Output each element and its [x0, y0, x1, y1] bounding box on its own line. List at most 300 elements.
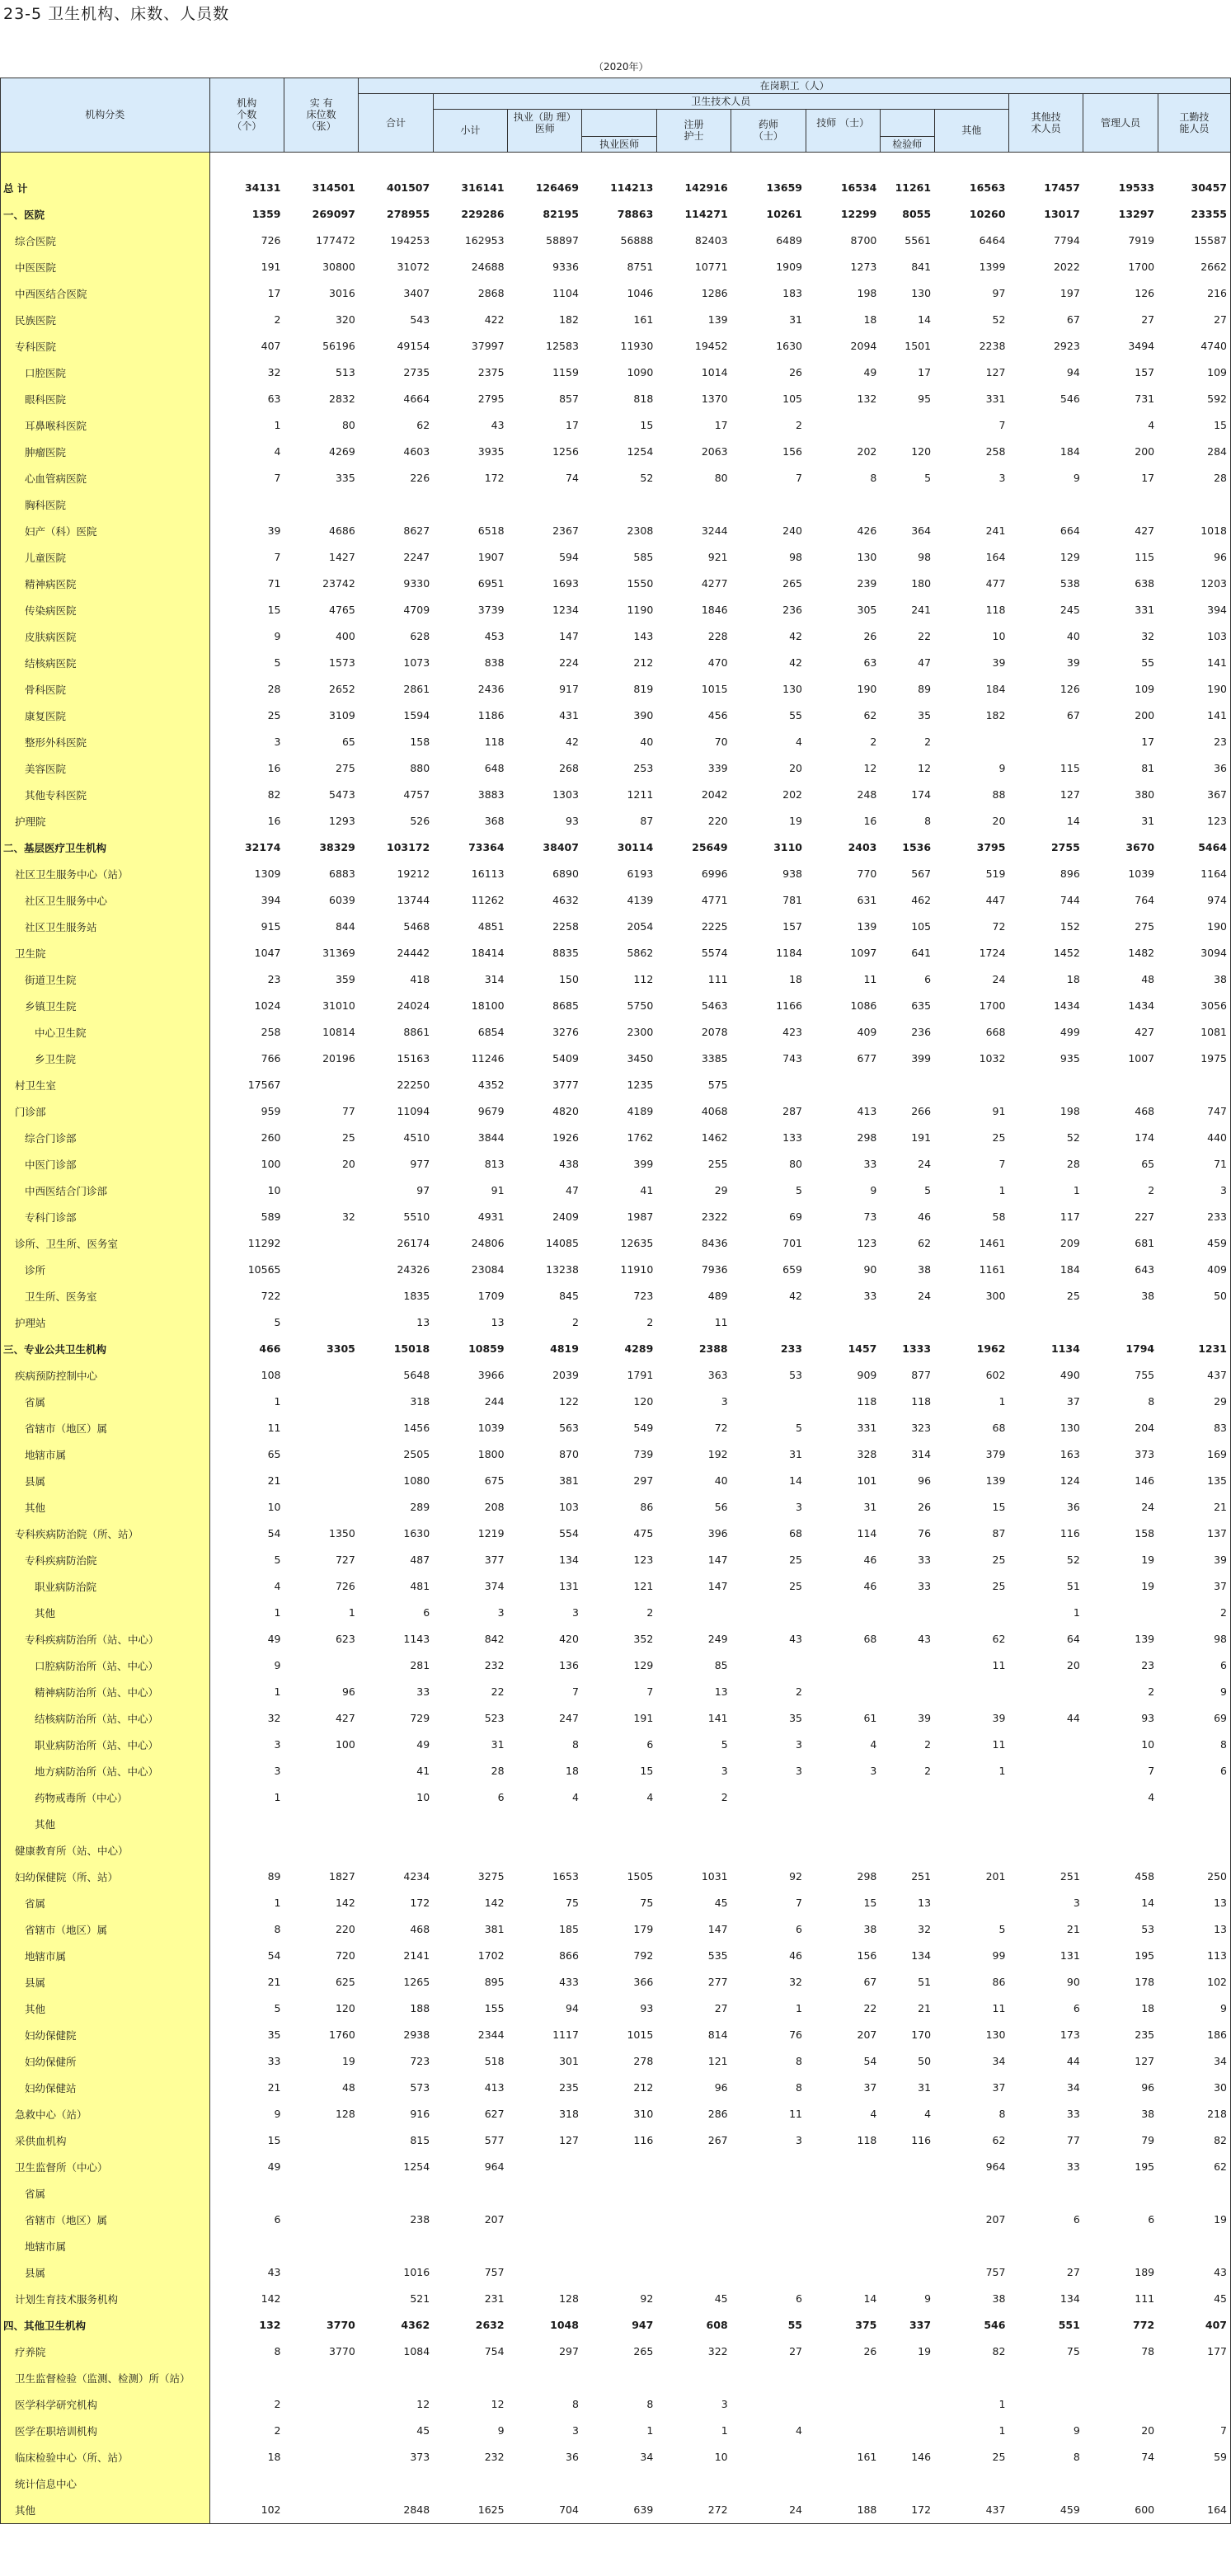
row-label: 专科门诊部 — [1, 1204, 210, 1230]
row-value: 1501 — [904, 340, 932, 352]
table-row — [1, 2075, 1231, 2101]
row-value — [880, 2207, 934, 2233]
row-value: 841 — [911, 261, 932, 273]
table-row — [1, 228, 1231, 254]
row-value: 13238 — [546, 1263, 579, 1276]
row-value: 4269 — [329, 445, 355, 458]
row-value: 1 — [1073, 1184, 1080, 1196]
row-value: 32 — [918, 1923, 932, 1935]
row-value: 16 — [267, 762, 281, 774]
row-value — [359, 2180, 433, 2207]
row-value: 2141 — [403, 1949, 430, 1962]
row-value: 12 — [416, 2398, 430, 2410]
row-value: 232 — [484, 2451, 505, 2463]
row-value: 5409 — [552, 1052, 579, 1065]
row-value — [731, 2365, 806, 2391]
row-value: 18 — [267, 2451, 281, 2463]
row-value: 394 — [261, 894, 281, 906]
row-value: 600 — [1083, 2497, 1158, 2524]
row-value — [1008, 1811, 1083, 1837]
row-value — [806, 1309, 880, 1336]
row-value: 49 — [416, 1738, 430, 1751]
row-value: 18 — [1141, 2002, 1155, 2014]
row-value: 477 — [985, 577, 1006, 590]
row-value: 244 — [484, 1395, 505, 1408]
row-value: 198 — [857, 287, 877, 299]
table-row — [1, 2127, 1231, 2154]
row-value: 2039 — [552, 1369, 579, 1381]
row-value: 255 — [707, 1158, 728, 1170]
row-value: 2308 — [627, 524, 654, 537]
row-value: 25 — [992, 1131, 1006, 1144]
row-value: 278 — [633, 2055, 654, 2067]
row-value: 475 — [633, 1527, 654, 1539]
row-value: 431 — [559, 709, 579, 722]
row-value: 45 — [714, 2292, 728, 2305]
row-value — [806, 2470, 880, 2497]
row-label: 传染病医院 — [1, 597, 210, 623]
row-value: 121 — [633, 1580, 654, 1592]
row-value — [934, 2470, 1008, 2497]
table-row — [1, 2365, 1231, 2391]
row-value: 1117 — [552, 2028, 579, 2041]
row-value — [880, 2391, 934, 2418]
row-value: 5 — [721, 1738, 728, 1751]
row-value: 481 — [410, 1580, 430, 1592]
table-row — [1, 544, 1231, 571]
row-value: 722 — [261, 1290, 281, 1302]
row-value: 20196 — [322, 1052, 355, 1065]
row-value: 39 — [992, 656, 1006, 669]
row-value: 4 — [646, 1791, 654, 1803]
row-value: 31 — [491, 1738, 505, 1751]
table-row — [1, 1494, 1231, 1521]
header-managers: 管理人员 — [1083, 94, 1158, 153]
row-value: 28 — [491, 1765, 505, 1777]
row-value: 19 — [918, 2345, 932, 2357]
row-value: 909 — [857, 1369, 877, 1381]
row-value: 111 — [707, 973, 728, 985]
row-value: 1456 — [403, 1422, 430, 1434]
row-value: 772 — [1133, 2319, 1155, 2331]
row-value: 4851 — [477, 920, 505, 933]
row-value: 34 — [992, 2055, 1006, 2067]
row-value: 56196 — [322, 340, 355, 352]
header-other-tech: 其他 — [934, 110, 1008, 153]
row-value: 17567 — [247, 1079, 281, 1091]
row-value — [508, 2233, 582, 2259]
row-label: 统计信息中心 — [1, 2470, 210, 2497]
row-value: 33 — [863, 1158, 877, 1170]
row-value — [806, 1072, 880, 1098]
row-value — [359, 2365, 433, 2391]
row-value: 34131 — [244, 181, 281, 194]
row-value — [582, 2207, 656, 2233]
row-value: 184 — [985, 683, 1006, 695]
row-value: 1 — [274, 1395, 281, 1408]
row-value: 6 — [1158, 1652, 1230, 1679]
row-value: 17 — [267, 287, 281, 299]
row-value: 58 — [992, 1210, 1006, 1223]
row-value: 182 — [559, 313, 579, 326]
row-value: 35 — [267, 2028, 281, 2041]
row-value: 47 — [566, 1184, 579, 1196]
row-value — [284, 2286, 358, 2312]
row-label: 地方病防治所（站、中心） — [1, 1758, 210, 1784]
row-value: 6 — [1148, 2213, 1155, 2226]
row-label: 妇幼保健院（所、站） — [1, 1864, 210, 1890]
table-row — [1, 2444, 1231, 2470]
row-value: 69 — [789, 1210, 802, 1223]
row-value: 4765 — [329, 604, 355, 616]
row-value: 38 — [918, 1263, 932, 1276]
row-value: 1962 — [976, 1342, 1006, 1355]
row-value — [1083, 1309, 1158, 1336]
row-value: 380 — [1135, 788, 1155, 801]
row-value: 286 — [707, 2108, 728, 2120]
row-value: 100 — [335, 1738, 355, 1751]
row-value: 15 — [267, 2134, 281, 2146]
table-row — [1, 966, 1231, 993]
row-value: 513 — [335, 366, 355, 378]
row-value: 185 — [559, 1923, 579, 1935]
row-value: 2923 — [1053, 340, 1080, 352]
row-value: 916 — [410, 2108, 430, 2120]
row-value: 97 — [416, 1184, 430, 1196]
row-value: 235 — [1135, 2028, 1155, 2041]
row-value: 747 — [1158, 1098, 1230, 1125]
row-value: 65 — [341, 736, 355, 748]
row-value: 7 — [1148, 1765, 1155, 1777]
row-value: 6854 — [477, 1026, 505, 1038]
row-value: 147 — [707, 1554, 728, 1566]
row-value — [1008, 2180, 1083, 2207]
row-value: 30114 — [617, 841, 654, 853]
row-value: 172 — [880, 2497, 934, 2524]
row-value: 152 — [1060, 920, 1080, 933]
row-value: 82 — [1158, 2127, 1230, 2154]
row-value: 16534 — [840, 181, 877, 194]
row-value: 37 — [1158, 1573, 1230, 1600]
row-value — [284, 2418, 358, 2444]
row-value: 188 — [806, 2497, 880, 2524]
row-value — [1008, 729, 1083, 755]
row-value: 400 — [335, 630, 355, 642]
row-value: 179 — [633, 1923, 654, 1935]
row-value: 25 — [789, 1580, 802, 1592]
row-value: 8 — [1148, 1395, 1155, 1408]
row-value: 1452 — [1053, 947, 1080, 959]
row-value: 93 — [640, 2002, 654, 2014]
row-value: 26174 — [397, 1237, 430, 1249]
row-value: 359 — [335, 973, 355, 985]
row-value: 251 — [911, 1870, 932, 1883]
row-value: 9330 — [403, 577, 430, 590]
row-value: 92 — [789, 1870, 802, 1883]
row-value — [284, 1389, 358, 1415]
row-value — [209, 1811, 284, 1837]
row-value: 249 — [707, 1633, 728, 1645]
row-value: 71 — [267, 577, 281, 590]
row-value: 623 — [335, 1633, 355, 1645]
row-value: 19533 — [1118, 181, 1155, 194]
table-row — [1, 729, 1231, 755]
row-value: 13 — [1158, 1916, 1230, 1943]
row-value: 328 — [857, 1448, 877, 1460]
row-value: 456 — [707, 709, 728, 722]
row-value: 39 — [992, 1712, 1006, 1724]
row-label: 县属 — [1, 1969, 210, 1995]
row-value — [806, 2365, 880, 2391]
row-value: 112 — [633, 973, 654, 985]
row-label: 其他 — [1, 1811, 210, 1837]
row-value: 6489 — [776, 234, 802, 247]
row-value: 33 — [918, 1554, 932, 1566]
row-value: 427 — [335, 1712, 355, 1724]
row-value: 11262 — [471, 894, 505, 906]
table-row — [1, 2497, 1231, 2524]
row-value: 233 — [1158, 1204, 1230, 1230]
row-value — [656, 2470, 731, 2497]
row-value: 1505 — [627, 1870, 654, 1883]
row-value: 102 — [1158, 1969, 1230, 1995]
row-value — [1083, 2365, 1158, 2391]
row-value: 229286 — [461, 208, 505, 220]
row-label: 村卫生室 — [1, 1072, 210, 1098]
row-value: 115 — [1135, 551, 1155, 563]
row-value: 174 — [1135, 1131, 1155, 1144]
row-value: 27 — [1066, 2266, 1080, 2278]
row-value — [880, 1309, 934, 1336]
table-row — [1, 1257, 1231, 1283]
row-value — [1083, 1811, 1158, 1837]
row-value: 1 — [796, 2002, 802, 2014]
row-value: 169 — [1158, 1441, 1230, 1468]
row-value: 2344 — [477, 2028, 505, 2041]
row-value: 3016 — [329, 287, 355, 299]
row-value: 9 — [274, 2108, 281, 2120]
row-value — [656, 1811, 731, 1837]
row-value: 1015 — [701, 683, 728, 695]
row-label: 中医医院 — [1, 254, 210, 280]
row-value: 72 — [714, 1422, 728, 1434]
row-value: 554 — [559, 1527, 579, 1539]
row-value: 3844 — [477, 1131, 505, 1144]
row-label: 中心卫生院 — [1, 1019, 210, 1046]
table-row — [1, 1758, 1231, 1784]
row-value: 1007 — [1128, 1052, 1155, 1065]
row-value: 70 — [714, 736, 728, 748]
row-value: 17 — [1141, 736, 1155, 748]
row-value: 220 — [335, 1923, 355, 1935]
row-value: 50 — [1158, 1283, 1230, 1309]
row-value: 7 — [646, 1685, 654, 1698]
row-value: 69 — [1158, 1705, 1230, 1732]
row-value: 974 — [1158, 887, 1230, 914]
row-value: 880 — [410, 762, 430, 774]
row-value: 17457 — [1044, 181, 1080, 194]
row-value — [806, 412, 880, 439]
row-value: 427 — [1135, 524, 1155, 537]
row-value: 5 — [924, 472, 932, 484]
row-value: 4139 — [627, 894, 654, 906]
table-row — [1, 914, 1231, 940]
row-value: 184 — [1060, 1263, 1080, 1276]
row-value: 1186 — [477, 709, 505, 722]
row-label: 中医门诊部 — [1, 1151, 210, 1178]
row-value: 938 — [782, 867, 802, 880]
row-value: 200 — [1135, 445, 1155, 458]
row-value: 20 — [1141, 2424, 1155, 2437]
row-value: 3494 — [1128, 340, 1155, 352]
row-value: 78 — [1141, 2345, 1155, 2357]
row-value: 93 — [1141, 1712, 1155, 1724]
row-value: 390 — [633, 709, 654, 722]
row-label: 妇幼保健院 — [1, 2022, 210, 2048]
table-row — [1, 1178, 1231, 1204]
row-value — [1008, 2233, 1083, 2259]
table-row — [1, 280, 1231, 307]
row-value: 197 — [1060, 287, 1080, 299]
row-value: 25 — [992, 2451, 1006, 2463]
row-value: 17 — [918, 366, 932, 378]
row-label: 县属 — [1, 2259, 210, 2286]
row-value: 34 — [1158, 2048, 1230, 2075]
row-value: 146 — [911, 2451, 932, 2463]
row-value: 3883 — [477, 788, 505, 801]
row-value: 1303 — [552, 788, 579, 801]
row-value: 2938 — [403, 2028, 430, 2041]
row-value: 36 — [1158, 755, 1230, 782]
row-value: 2 — [721, 1791, 728, 1803]
table-row — [1, 808, 1231, 834]
row-value — [284, 1072, 358, 1098]
row-value: 31 — [789, 1448, 802, 1460]
row-value: 337 — [909, 2319, 932, 2331]
row-value: 82195 — [543, 208, 579, 220]
row-value: 720 — [335, 1949, 355, 1962]
table-row — [1, 1943, 1231, 1969]
row-value: 6464 — [979, 234, 1006, 247]
row-label: 其他 — [1, 1995, 210, 2022]
row-value: 2 — [646, 1316, 654, 1328]
row-value — [508, 1837, 582, 1864]
row-value: 32 — [341, 1210, 355, 1223]
row-value: 1594 — [403, 709, 430, 722]
row-value: 2 — [571, 1316, 579, 1328]
row-value: 301 — [559, 2055, 579, 2067]
row-value: 5464 — [1158, 834, 1230, 861]
row-value: 1827 — [329, 1870, 355, 1883]
row-value: 52 — [1066, 1554, 1080, 1566]
row-value: 65 — [1141, 1158, 1155, 1170]
row-value: 15 — [1158, 412, 1230, 439]
row-value: 407 — [1158, 2312, 1230, 2339]
row-value: 1800 — [477, 1448, 505, 1460]
row-value: 322 — [707, 2345, 728, 2357]
row-value: 896 — [1060, 867, 1080, 880]
table-row — [1, 2286, 1231, 2312]
row-value: 12 — [491, 2398, 505, 2410]
table-row — [1, 1204, 1231, 1230]
table-row — [1, 2048, 1231, 2075]
row-value: 5 — [274, 656, 281, 669]
row-value: 462 — [911, 894, 932, 906]
row-value — [284, 1415, 358, 1441]
row-value: 94 — [1066, 366, 1080, 378]
row-value: 375 — [855, 2319, 877, 2331]
row-value: 2 — [924, 1765, 932, 1777]
row-value: 1234 — [552, 604, 579, 616]
row-value: 11 — [992, 2002, 1006, 2014]
row-value: 4757 — [403, 788, 430, 801]
row-value: 6 — [1073, 2213, 1080, 2226]
row-value: 519 — [985, 867, 1006, 880]
table-row — [1, 1600, 1231, 1626]
row-value: 1350 — [329, 1527, 355, 1539]
row-value: 17 — [566, 419, 579, 431]
row-value: 2868 — [477, 287, 505, 299]
row-value: 5574 — [701, 947, 728, 959]
row-value: 755 — [1135, 1369, 1155, 1381]
row-value — [1158, 2470, 1230, 2497]
row-value: 838 — [484, 656, 505, 669]
row-value: 191 — [911, 1131, 932, 1144]
row-value: 1039 — [477, 1422, 505, 1434]
row-value: 813 — [484, 1158, 505, 1170]
row-value: 5468 — [403, 920, 430, 933]
table-row — [1, 1837, 1231, 1864]
row-value: 22 — [918, 630, 932, 642]
row-value: 204 — [1135, 1422, 1155, 1434]
row-value: 1016 — [403, 2266, 430, 2278]
row-label: 卫生院 — [1, 940, 210, 966]
row-value: 26 — [863, 630, 877, 642]
row-value: 727 — [335, 1554, 355, 1566]
row-label: 结核病医院 — [1, 650, 210, 676]
row-label: 妇幼保健所 — [1, 2048, 210, 2075]
row-value: 103172 — [387, 841, 430, 853]
row-value — [284, 2180, 358, 2207]
row-value: 156 — [857, 1949, 877, 1962]
row-value: 19452 — [694, 340, 728, 352]
row-value: 466 — [259, 1342, 281, 1355]
row-value: 437 — [934, 2497, 1008, 2524]
row-value: 468 — [1135, 1105, 1155, 1117]
row-value: 453 — [484, 630, 505, 642]
row-value: 89 — [918, 683, 932, 695]
table-row — [1, 2418, 1231, 2444]
row-value: 75 — [1066, 2345, 1080, 2357]
row-value: 625 — [335, 1976, 355, 1988]
row-value: 212 — [633, 2081, 654, 2094]
row-value: 31369 — [322, 947, 355, 959]
row-value: 459 — [1158, 1230, 1230, 1257]
row-value: 14 — [1141, 1897, 1155, 1909]
row-value: 2652 — [329, 683, 355, 695]
row-value: 314501 — [312, 181, 355, 194]
row-value: 73364 — [468, 841, 505, 853]
row-value: 1462 — [701, 1131, 728, 1144]
row-value: 239 — [857, 577, 877, 590]
row-value: 130 — [985, 2028, 1006, 2041]
row-value: 8700 — [850, 234, 877, 247]
row-value: 2 — [1148, 1685, 1155, 1698]
row-value: 28 — [1158, 465, 1230, 491]
row-value: 127 — [985, 366, 1006, 378]
row-value — [508, 2207, 582, 2233]
row-value: 13 — [918, 1897, 932, 1909]
